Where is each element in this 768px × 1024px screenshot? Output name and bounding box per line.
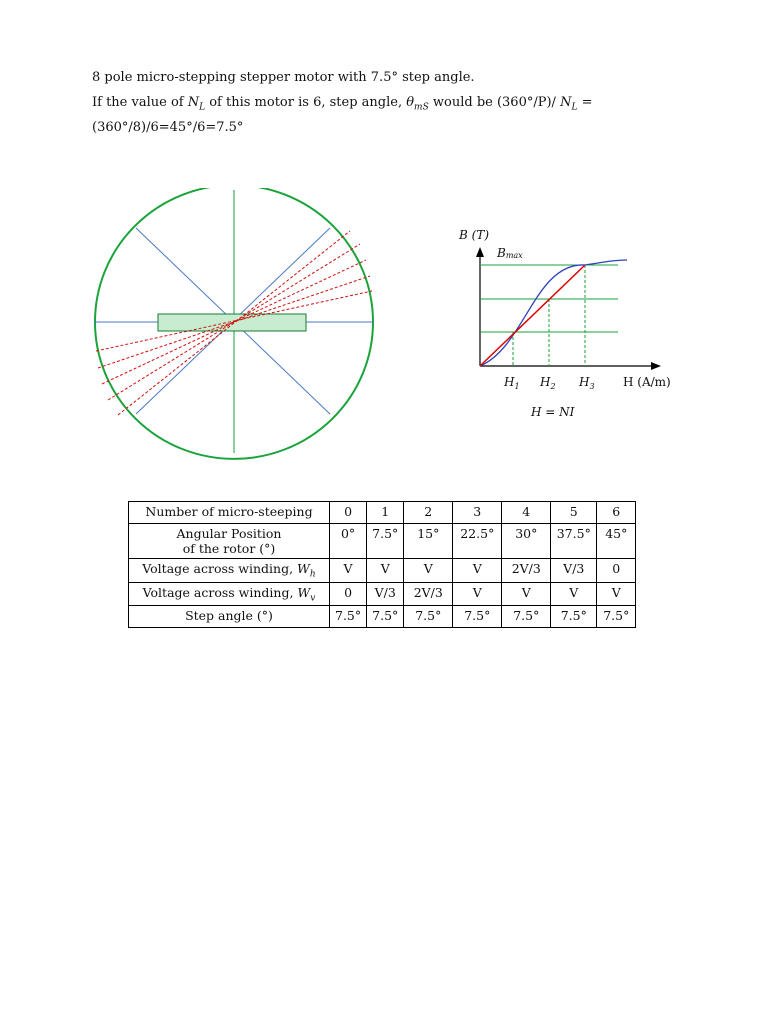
nl-symbol-2: $N_L$ — [560, 95, 578, 113]
table-cell: V — [453, 559, 502, 583]
table-row — [129, 524, 636, 559]
table-cell: 0 — [330, 502, 367, 524]
table-cell: 1 — [367, 502, 404, 524]
formula-result: (360°/8)/6=45°/6=7.5° — [92, 119, 244, 135]
table-cell: 2V/3 — [502, 559, 551, 583]
table-cell: 30° — [502, 524, 551, 559]
table-cell: 0 — [597, 559, 636, 583]
row-header-voltage-wv: Voltage across winding, $W_v$ — [129, 582, 330, 606]
nl-symbol: $N_L$ — [187, 95, 206, 113]
h3-label: $H_3$ — [579, 375, 595, 391]
table-cell: 5 — [551, 502, 597, 524]
y-axis-arrow — [476, 247, 484, 257]
y-axis-label: B (T) — [459, 228, 489, 242]
table-cell: V — [330, 559, 367, 583]
table-row — [129, 502, 636, 524]
stepper-motor-diagram — [88, 188, 380, 460]
formula-text-d: = — [577, 95, 593, 110]
table-row — [129, 559, 636, 583]
table-cell: V — [453, 582, 502, 606]
table-cell: V — [551, 582, 597, 606]
bmax-label: Bmax — [497, 246, 523, 260]
table-cell: 0° — [330, 524, 367, 559]
table-cell: 7.5° — [551, 606, 597, 628]
table-cell: 7.5° — [404, 606, 453, 628]
table-cell: 3 — [453, 502, 502, 524]
table-cell: 15° — [404, 524, 453, 559]
intro-line: 8 pole micro-stepping stepper motor with 7.5° step angle. — [92, 70, 475, 85]
bh-curve-diagram — [455, 222, 700, 427]
table-cell: V/3 — [367, 582, 404, 606]
table-cell: 7.5° — [453, 606, 502, 628]
table-cell: V/3 — [551, 559, 597, 583]
table-cell: 7.5° — [367, 524, 404, 559]
h-formula: H = NI — [531, 405, 575, 419]
saturation-curve — [480, 260, 627, 366]
row-header-step-angle: Step angle (°) — [129, 606, 330, 628]
h1-label: $H_1$ — [504, 375, 520, 391]
table-cell: 7.5° — [330, 606, 367, 628]
micro-stepping-table — [128, 501, 636, 628]
table-cell: 7.5° — [597, 606, 636, 628]
table-cell: 6 — [597, 502, 636, 524]
header-line-2: of the rotor (°) — [182, 541, 276, 556]
linear-curve — [480, 265, 585, 366]
table-cell: V — [502, 582, 551, 606]
table-cell: 37.5° — [551, 524, 597, 559]
table-cell: 0 — [330, 582, 367, 606]
formula-text-c: would be (360°/P)/ — [428, 95, 561, 110]
theta-symbol: $\theta_{mS}$ — [406, 95, 429, 113]
row-header-voltage-wh: Voltage across winding, $W_h$ — [129, 559, 330, 583]
step-angle-formula — [92, 93, 612, 137]
x-axis-label: H (A/m) — [623, 375, 671, 389]
table-cell: 2 — [404, 502, 453, 524]
table-cell: 22.5° — [453, 524, 502, 559]
header-line-1: Angular Position — [176, 526, 282, 541]
table-cell: 2V/3 — [404, 582, 453, 606]
h2-label: $H_2$ — [540, 375, 556, 391]
table-cell: V — [367, 559, 404, 583]
table-row — [129, 582, 636, 606]
table-cell: V — [597, 582, 636, 606]
formula-text-a: If the value of — [92, 95, 188, 110]
table-cell: V — [404, 559, 453, 583]
formula-text-b: of this motor is 6, step angle, — [205, 95, 407, 110]
table-cell: 4 — [502, 502, 551, 524]
x-axis-arrow — [651, 362, 661, 370]
h-markers — [513, 265, 585, 366]
row-header-angular-position — [129, 524, 330, 559]
table-cell: 7.5° — [502, 606, 551, 628]
table-cell: 7.5° — [367, 606, 404, 628]
table-row — [129, 606, 636, 628]
table-cell: 45° — [597, 524, 636, 559]
row-header-steps: Number of micro-steeping — [129, 502, 330, 524]
